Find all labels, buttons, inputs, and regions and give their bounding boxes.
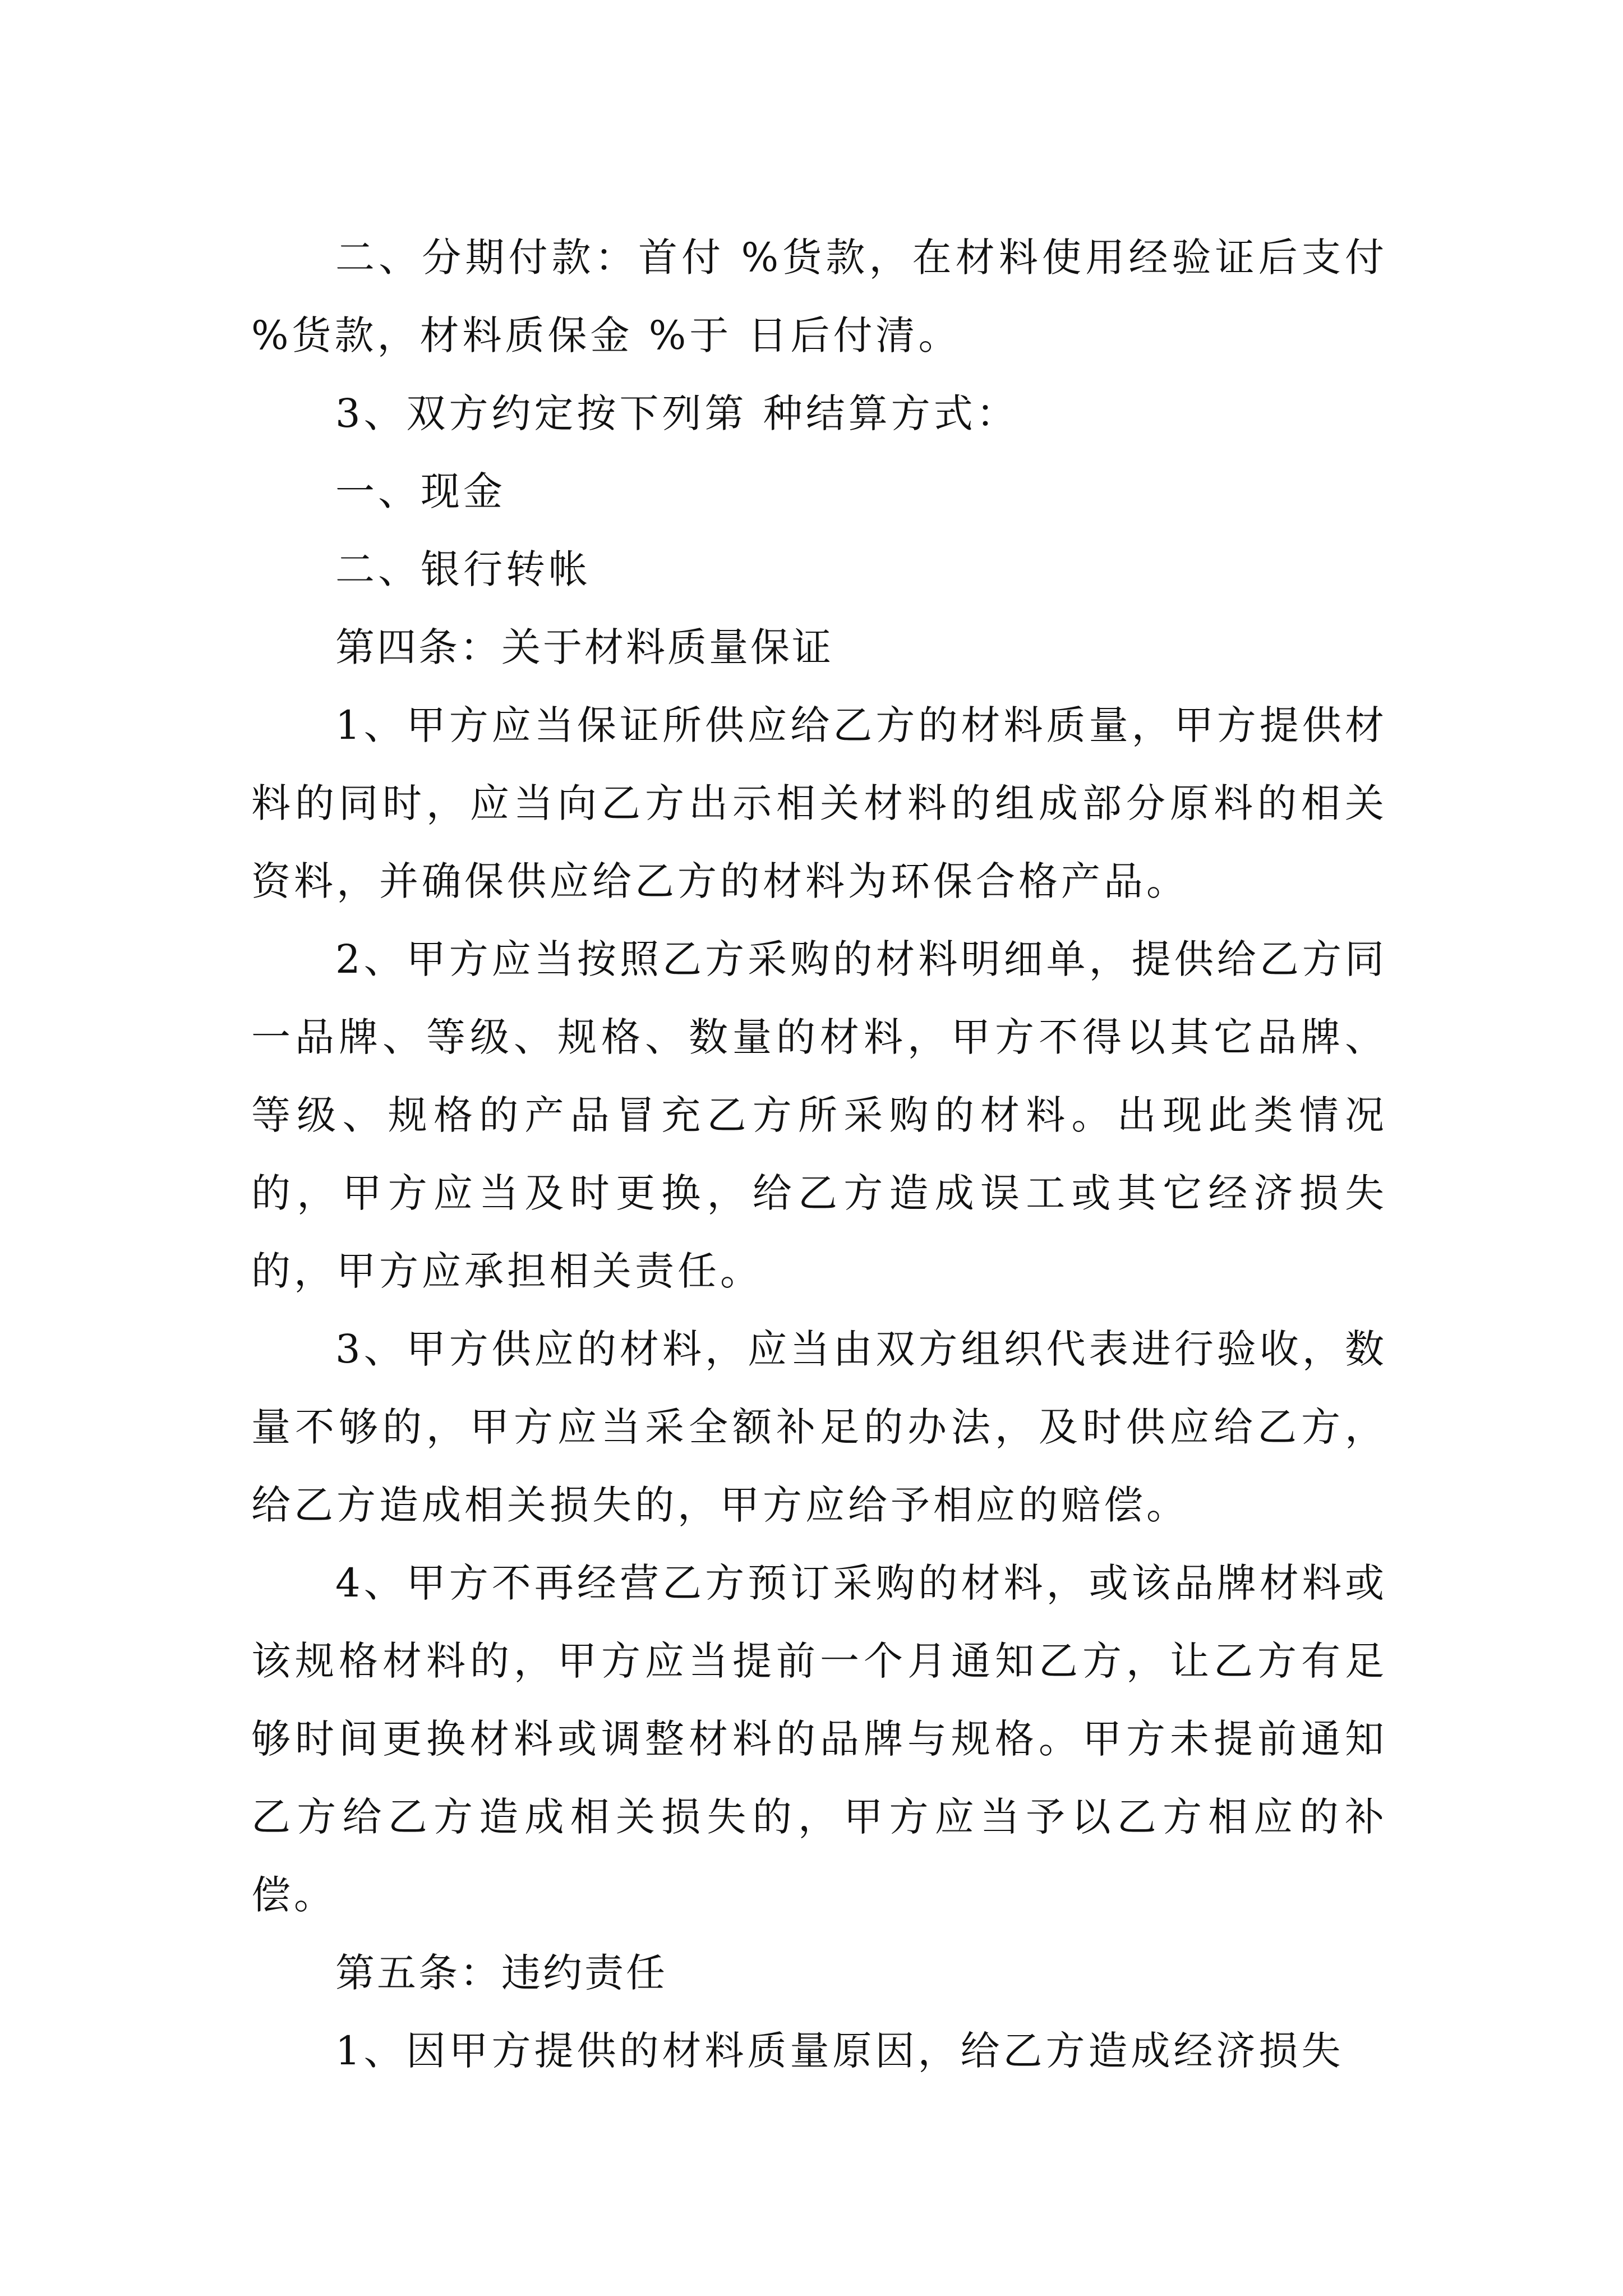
document-body bbox=[251, 219, 1387, 2090]
paragraph-article-5-item-1: 1、因甲方提供的材料质量原因，给乙方造成经济损失 bbox=[335, 2028, 1344, 2074]
paragraph-cash: 一、现金 bbox=[335, 468, 506, 514]
paragraph-settlement-method: 3、双方约定按下列第 种结算方式： bbox=[335, 390, 1019, 436]
paragraph-bank-transfer: 二、银行转帐 bbox=[335, 546, 591, 592]
paragraph-article-4-item-4: 4、甲方不再经营乙方预订采购的材料，或该品牌材料或该规格材料的，甲方应当提前一个月通知乙方，让乙方有足够时间更换材料或调整材料的品牌与规格。甲方未提前通知乙方给乙方造成相关损失的，甲方应当予以乙方相应的补偿。 bbox=[251, 1560, 1387, 1918]
section-heading-article-5: 第五条：违约责任 bbox=[335, 1950, 667, 1996]
section-heading-article-4: 第四条：关于材料质量保证 bbox=[335, 624, 833, 670]
paragraph-article-4-item-2: 2、甲方应当按照乙方采购的材料明细单，提供给乙方同一品牌、等级、规格、数量的材料，甲方不得以其它品牌、等级、规格的产品冒充乙方所采购的材料。出现此类情况的，甲方应当及时更换，给乙方造成误工或其它经济损失的，甲方应承担相关责任。 bbox=[251, 936, 1387, 1294]
paragraph-article-4-item-3: 3、甲方供应的材料，应当由双方组织代表进行验收，数量不够的，甲方应当采全额补足的办法，及时供应给乙方，给乙方造成相关损失的，甲方应给予相应的赔偿。 bbox=[251, 1326, 1387, 1528]
paragraph-article-4-item-1: 1、甲方应当保证所供应给乙方的材料质量，甲方提供材料的同时，应当向乙方出示相关材料的组成部分原料的相关资料，并确保供应给乙方的材料为环保合格产品。 bbox=[251, 702, 1387, 904]
paragraph-installment-payment: 二、分期付款：首付 %货款，在材料使用经验证后支付 %货款，材料质保金 %于 日后付清。 bbox=[251, 234, 1387, 358]
